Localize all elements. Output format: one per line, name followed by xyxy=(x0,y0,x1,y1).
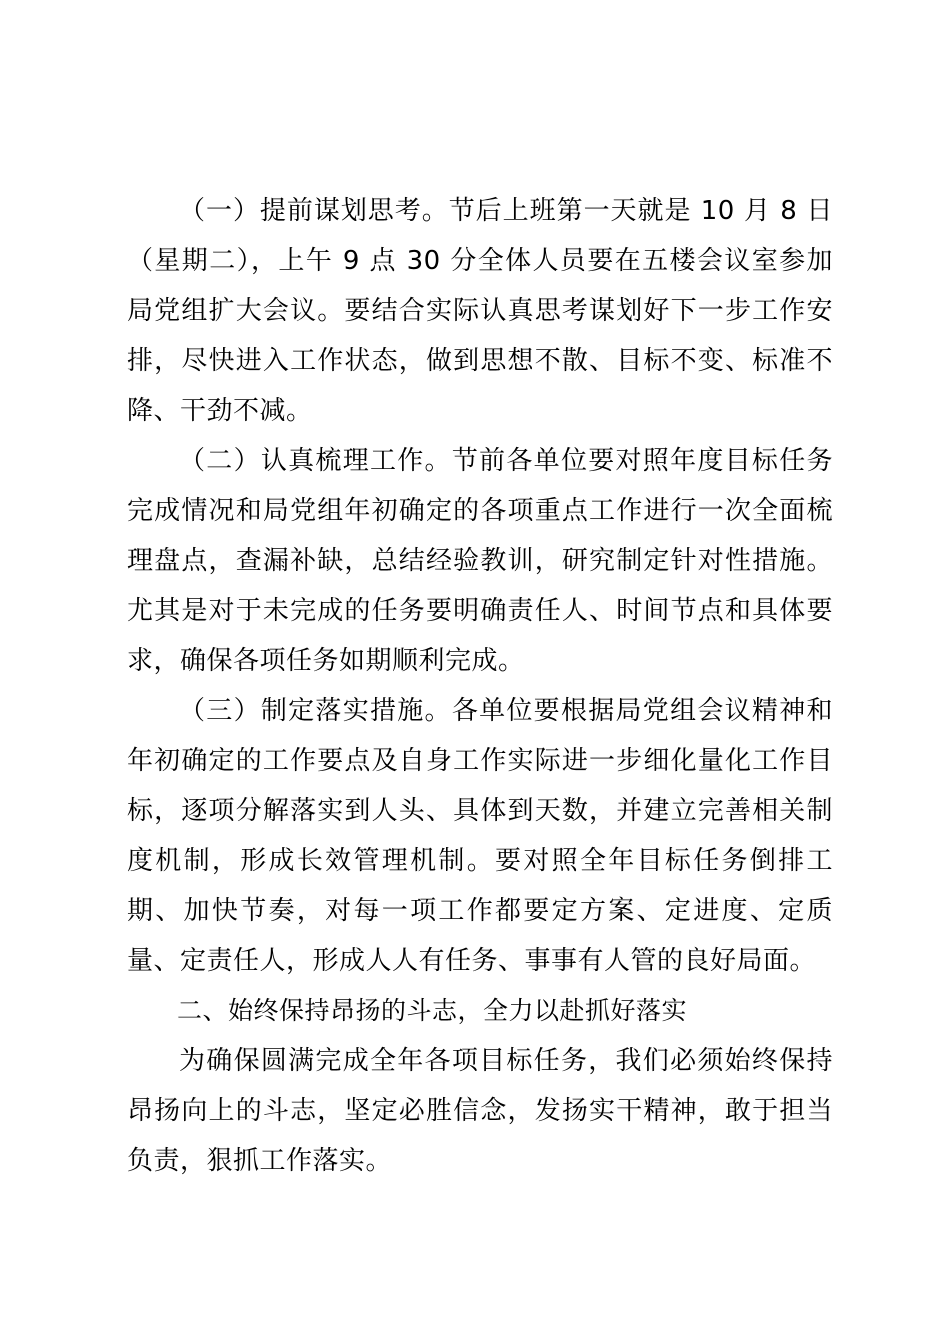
section-heading: 二、始终保持昂扬的斗志，全力以赴抓好落实 xyxy=(177,996,688,1025)
paragraph-3: （三）制定落实措施。各单位要根据局党组会议精神和年初确定的工作要点及自身工作实际进一步细化量化工作目标，逐项分解落实到人头、具体到天数，并建立完善相关制度机制，形成长效管理机制。要对照全年目标任务倒排工期、加快节奏，对每一项工作都要定方案、定进度、定质量、定责任人，形成人人有任务、事事有人管的良好局面。 xyxy=(127,696,833,976)
closing-paragraph: 为确保圆满完成全年各项目标任务，我们必须始终保持昂扬向上的斗志，坚定必胜信念，发扬实干精神，敢于担当负责，狠抓工作落实。 xyxy=(127,1046,833,1176)
paragraph-2: （二）认真梳理工作。节前各单位要对照年度目标任务完成情况和局党组年初确定的各项重点工作进行一次全面梳理盘点，查漏补缺，总结经验教训，研究制定针对性措施。尤其是对于未完成的任务要明确责任人、时间节点和具体要求，确保各项任务如期顺利完成。 xyxy=(127,446,833,676)
document-page xyxy=(127,186,833,1186)
paragraph-1: （一）提前谋划思考。节后上班第一天就是 10 月 8 日（星期二），上午 9 点 30 分全体人员要在五楼会议室参加局党组扩大会议。要结合实际认真思考谋划好下一步工作安排，尽快进入工作状态，做到思想不散、目标不变、标准不降、干劲不减。 xyxy=(127,196,833,426)
